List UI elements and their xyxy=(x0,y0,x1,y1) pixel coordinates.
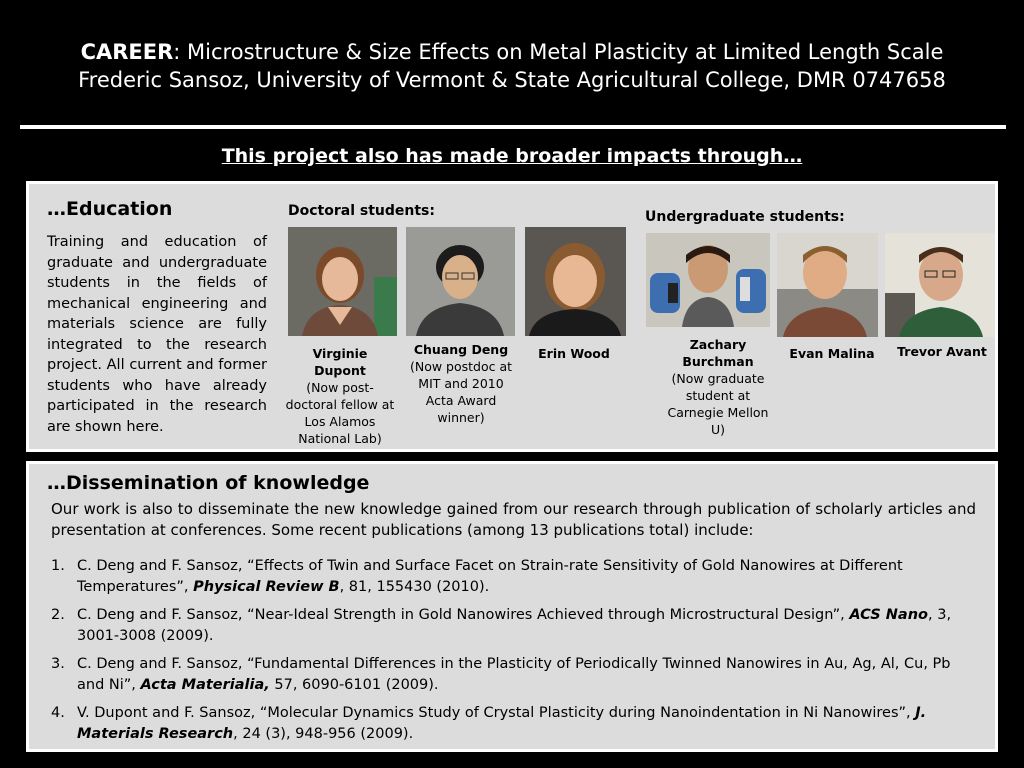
title-line-2: Frederic Sansoz, University of Vermont & State Agricultural College, DMR 0747658 xyxy=(78,68,946,92)
undergrad-caption-1 xyxy=(663,336,773,438)
doctoral-caption-2 xyxy=(406,341,516,426)
header-divider xyxy=(20,125,1006,129)
pub-number: 3. xyxy=(51,656,65,672)
impacts-heading: This project also has made broader impacts through… xyxy=(221,145,803,167)
pub-journal: Physical Review B xyxy=(193,578,340,595)
pub-details: , 24 (3), 948-956 (2009). xyxy=(233,725,414,742)
education-panel xyxy=(26,181,998,452)
publication-item xyxy=(51,605,976,646)
pub-journal: Acta Materialia, xyxy=(140,676,270,693)
student-note: (Now graduate student at Carnegie Mellon U) xyxy=(667,371,769,437)
education-heading: …Education xyxy=(47,198,173,220)
student-name: Evan Malina xyxy=(789,346,875,361)
student-name: Erin Wood xyxy=(538,346,610,361)
zachary-burchman-photo xyxy=(646,233,770,327)
pub-journal: ACS Nano xyxy=(849,607,928,623)
dissemination-panel xyxy=(26,461,998,752)
student-name: Zachary Burchman xyxy=(682,337,754,369)
undergrad-caption-2 xyxy=(777,345,887,362)
pub-authors-title: C. Deng and F. Sansoz, “Near-Ideal Strength in Gold Nanowires Achieved through Microstructural Design”, xyxy=(77,607,850,623)
pub-details: 57, 6090-6101 (2009). xyxy=(269,676,439,693)
education-text: Training and education of graduate and undergraduate students in the fields of mechanical engineering and materials science are fully integrated to the research project. All current and former students who have already participated in the research are shown here. xyxy=(47,234,267,435)
publication-list xyxy=(51,556,976,752)
publication-item xyxy=(51,703,976,744)
evan-malina-photo xyxy=(777,233,878,337)
pub-number: 1. xyxy=(51,558,65,574)
dissemination-heading: …Dissemination of knowledge xyxy=(47,472,370,494)
page-title xyxy=(0,38,1024,94)
student-note: (Now post-doctoral fellow at Los Alamos National Lab) xyxy=(285,380,395,446)
virginie-dupont-photo xyxy=(288,227,397,336)
pub-details: , 81, 155430 (2010). xyxy=(339,578,490,595)
dissemination-text: Our work is also to disseminate the new knowledge gained from our research through publication of scholarly articles and presentation at conferences. Some recent publications (among 13 publications total) include: xyxy=(51,500,976,539)
doctoral-label: Doctoral students: xyxy=(288,203,435,219)
trevor-avant-photo xyxy=(885,233,995,337)
pub-authors-title: C. Deng and F. Sansoz, “Fundamental Differences in the Plasticity of Periodically Twinned Nanowires in Au, Ag, Al, Cu, Pb and Ni”, xyxy=(77,656,951,693)
title-career: CAREER xyxy=(80,40,174,64)
student-note: (Now postdoc at MIT and 2010 Acta Award winner) xyxy=(409,359,513,425)
student-name: Trevor Avant xyxy=(897,344,987,359)
pub-journal: J. Materials Research xyxy=(77,705,927,742)
title-project: : Microstructure & Size Effects on Metal Plasticity at Limited Length Scale xyxy=(173,40,944,64)
undergrad-label: Undergraduate students: xyxy=(645,209,845,225)
pub-number: 4. xyxy=(51,705,65,721)
pub-details: , 3, 3001-3008 (2009). xyxy=(77,607,952,644)
student-name: Virginie Dupont xyxy=(312,346,368,378)
erin-wood-photo xyxy=(525,227,626,336)
publication-item xyxy=(51,654,976,695)
publication-item xyxy=(51,556,976,597)
undergrad-caption-3 xyxy=(887,343,997,360)
pub-authors-title: C. Deng and F. Sansoz, “Effects of Twin and Surface Facet on Strain-rate Sensitivity of Gold Nanowires at Different Temperatures”, xyxy=(77,558,903,595)
student-name: Chuang Deng xyxy=(413,342,509,357)
doctoral-caption-1 xyxy=(285,345,395,447)
pub-authors-title: V. Dupont and F. Sansoz, “Molecular Dynamics Study of Crystal Plasticity during Nanoindentation in Ni Nanowires”, xyxy=(77,705,916,721)
doctoral-caption-3 xyxy=(521,345,627,362)
title-line-1 xyxy=(0,38,1024,66)
chuang-deng-photo xyxy=(406,227,515,336)
pub-number: 2. xyxy=(51,607,65,623)
